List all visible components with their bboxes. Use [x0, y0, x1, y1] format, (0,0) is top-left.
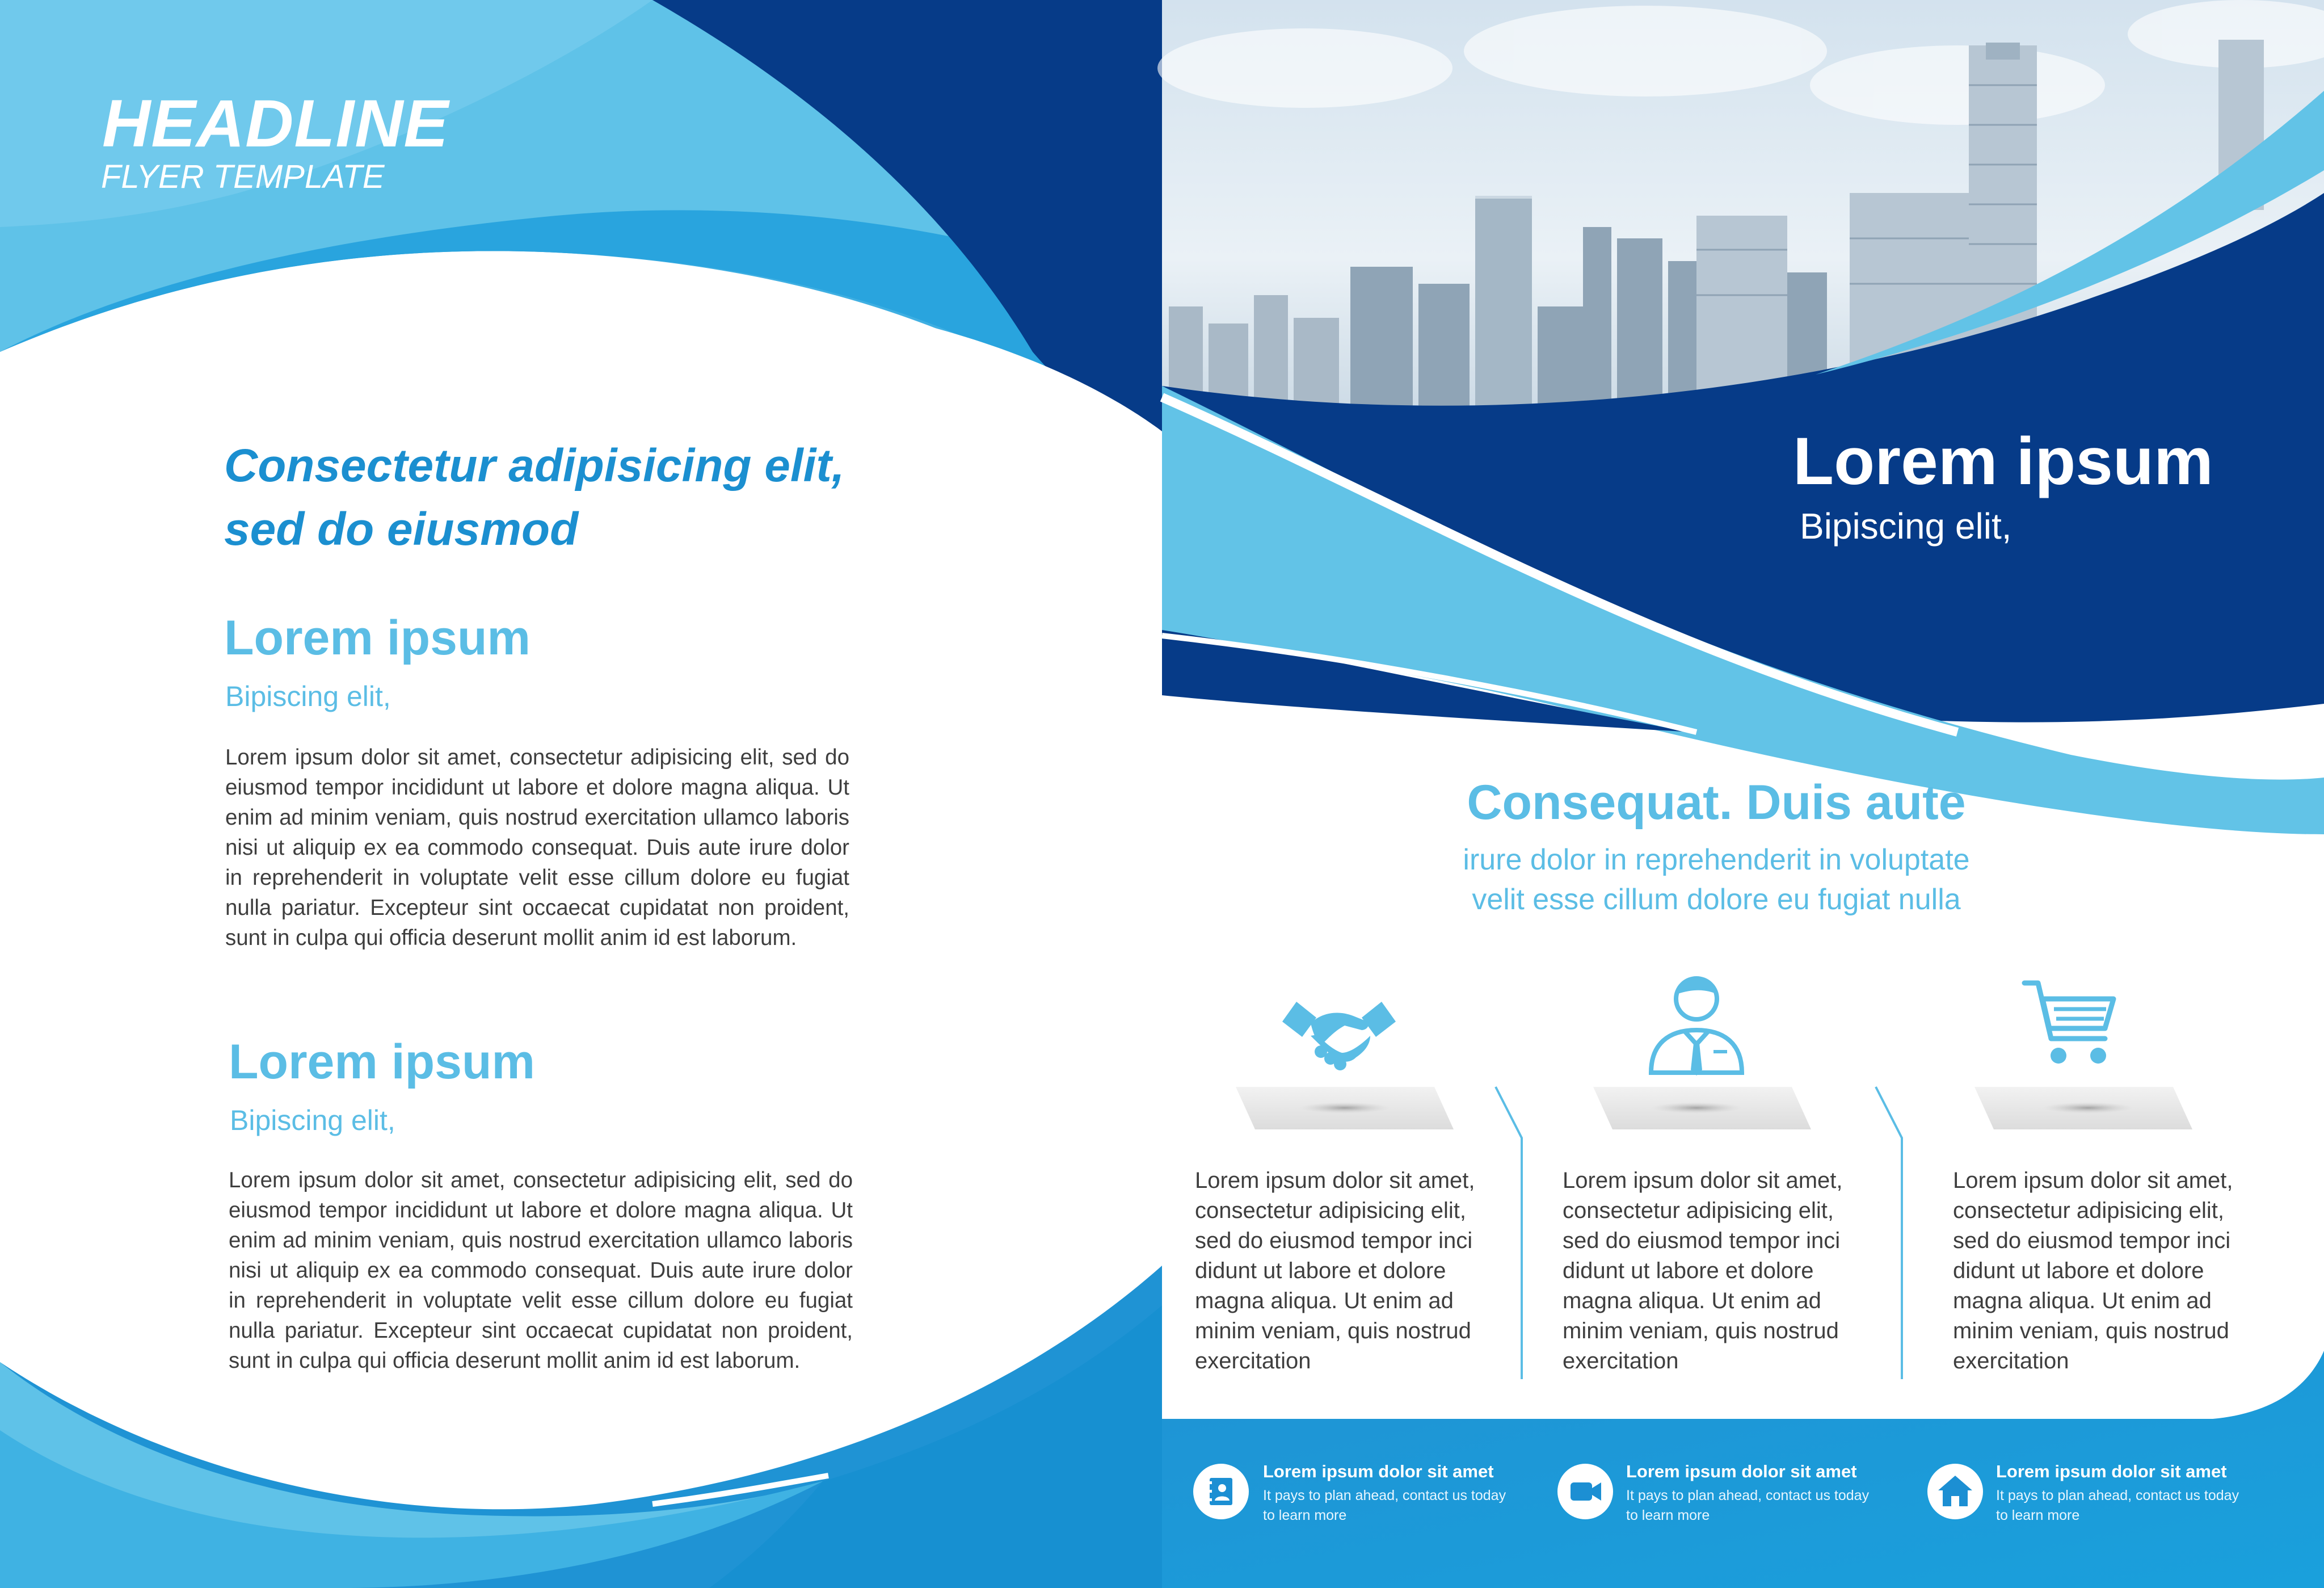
footer-1-line-1: It pays to plan ahead, contact us today: [1263, 1488, 1506, 1503]
businessman-icon: [1640, 965, 1753, 1078]
footer-3-title: Lorem ipsum dolor sit amet: [1996, 1461, 2227, 1481]
contact-book-icon: [1193, 1463, 1249, 1520]
flyer-template-label: FLYER TEMPLATE: [101, 158, 385, 195]
home-icon: [1927, 1463, 1984, 1520]
footer-1-title: Lorem ipsum dolor sit amet: [1263, 1461, 1494, 1481]
shopping-cart-icon: [2020, 976, 2122, 1073]
footer-2-line-2: to learn more: [1626, 1507, 1710, 1523]
tagline-line-2: sed do eiusmod: [224, 503, 579, 555]
feature-3-text: Lorem ipsum dolor sit amet, consectetur adipisicing elit, sed do eiusmod tempor inci didunt ut labore et dolore magna aliqua. Ut enim ad minim veniam, quis nostrud exercitation: [1953, 1168, 2233, 1373]
footer-2-line-1: It pays to plan ahead, contact us today: [1626, 1488, 1870, 1503]
section-1-subtitle: Bipiscing elit,: [225, 680, 391, 712]
tagline: [224, 434, 905, 561]
section-2-title: Lorem ipsum: [229, 1035, 535, 1089]
footer-2-title: Lorem ipsum dolor sit amet: [1626, 1461, 1857, 1481]
tagline-line-1: Consectetur adipisicing elit,: [224, 440, 845, 491]
video-camera-icon: [1557, 1463, 1614, 1520]
section-1-title: Lorem ipsum: [224, 611, 531, 665]
section-2-body: Lorem ipsum dolor sit amet, consectetur adipisicing elit, sed do eiusmod tempor incididunt ut labore et dolore magna aliqua. Ut enim ad minim veniam, quis nostrud exercitation ullamco laboris nisi ut aliquip ex ea commodo consequat. Duis aute irure dolor in reprehenderit in voluptate velit esse cillum dolore eu fugiat nulla pariatur. Excepteur sint occaecat cupidatat non proident, sunt in culpa qui officia deserunt mollit anim id est laborum.: [229, 1168, 853, 1373]
handshake-icon: [1277, 990, 1401, 1081]
section-2-subtitle: Bipiscing elit,: [230, 1104, 395, 1136]
footer-1-line-2: to learn more: [1263, 1507, 1347, 1523]
hero-title: Lorem ipsum: [1793, 424, 2213, 499]
feature-1-text: Lorem ipsum dolor sit amet, consectetur adipisicing elit, sed do eiusmod tempor inci didunt ut labore et dolore magna aliqua. Ut enim ad minim veniam, quis nostrud exercitation: [1195, 1168, 1475, 1373]
consequat-line-2: velit esse cillum dolore eu fugiat nulla: [1472, 883, 1961, 916]
headline: HEADLINE: [102, 86, 449, 161]
footer-3-line-2: to learn more: [1996, 1507, 2080, 1523]
consequat-line-1: irure dolor in reprehenderit in voluptate: [1463, 843, 1970, 876]
footer-3-line-1: It pays to plan ahead, contact us today: [1996, 1488, 2239, 1503]
consequat-subtitle: [1362, 840, 2071, 919]
feature-shelves: [1236, 1087, 2192, 1129]
hero-subtitle: Bipiscing elit,: [1800, 506, 2012, 547]
section-1-body: Lorem ipsum dolor sit amet, consectetur adipisicing elit, sed do eiusmod tempor incididunt ut labore et dolore magna aliqua. Ut enim ad minim veniam, quis nostrud exercitation ullamco laboris nisi ut aliquip ex ea commodo consequat. Duis aute irure dolor in reprehenderit in voluptate velit esse cillum dolore eu fugiat nulla pariatur. Excepteur sint occaecat cupidatat non proident, sunt in culpa qui officia deserunt mollit anim id est laborum.: [225, 745, 849, 950]
feature-2-text: Lorem ipsum dolor sit amet, consectetur adipisicing elit, sed do eiusmod tempor inci didunt ut labore et dolore magna aliqua. Ut enim ad minim veniam, quis nostrud exercitation: [1563, 1168, 1843, 1373]
consequat-title: Consequat. Duis aute: [1467, 775, 1966, 830]
